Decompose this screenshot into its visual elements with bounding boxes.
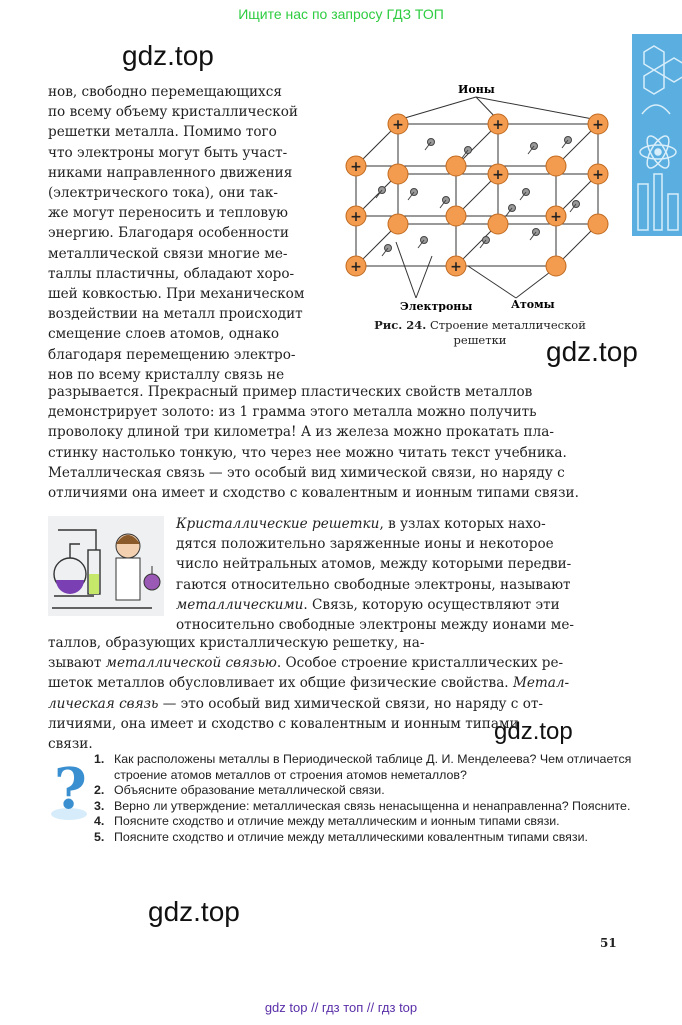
- chemist-illustration: [48, 516, 164, 616]
- question-number: 5.: [94, 829, 105, 844]
- paragraph-3: Кристаллические решетки, в узлах которых нахо- дятся положительно заряженные ионы и некоторое число нейтральных атомов, между которыми передви- гаются относительно свободные электроны, называют металлическими. Связь, которую осуществляют эти относительно свободные электроны между ионами ме-: [176, 516, 575, 634]
- questions-list: [94, 752, 634, 846]
- text-line: решетки металла. Помимо того: [48, 124, 277, 141]
- text-line: стинку настолько тонкую, что через нее можно читать текст учебника.: [48, 444, 567, 461]
- question-number: 2.: [94, 783, 105, 798]
- text-line: что электроны могут быть участ-: [48, 144, 288, 161]
- question-item: [94, 814, 634, 830]
- watermark: gdz.top: [122, 40, 214, 71]
- question-item: [94, 830, 634, 846]
- watermark: gdz.top: [494, 718, 573, 745]
- text-line: воздействии на металл происходит: [48, 306, 303, 323]
- text-line: благодаря перемещению электро-: [48, 346, 296, 363]
- atom: [388, 164, 408, 184]
- top-banner[interactable]: Ищите нас по запросу ГДЗ ТОП: [238, 6, 444, 22]
- plus-sign: +: [592, 167, 604, 183]
- text-line: по всему объему кристаллической: [48, 104, 298, 121]
- watermark: gdz.top: [148, 896, 240, 927]
- text-line: же могут переносить и тепловую: [48, 205, 288, 222]
- text-line: Металлическая связь — это особый вид химической связи, но наряду с: [48, 464, 565, 481]
- text-line: демонстрирует золото: из 1 грамма этого металла можно получить: [48, 404, 537, 421]
- figure-caption: [348, 318, 612, 348]
- label-atoms: Атомы: [511, 298, 555, 311]
- caption-prefix: Рис. 24.: [374, 318, 427, 332]
- page-number: 51: [600, 936, 617, 950]
- question-item: [94, 783, 634, 799]
- question-text: Как расположены металлы в Периодической таблице Д. И. Менделеева? Чем отличается строение атомов металлов от строения атомов неметаллов?: [114, 752, 632, 782]
- plus-sign: +: [392, 117, 404, 133]
- label-ions: Ионы: [458, 83, 495, 96]
- text-line: нов, свободно перемещающихся: [48, 84, 282, 100]
- question-number: 3.: [94, 798, 105, 813]
- question-item: [94, 799, 634, 815]
- science-icons-decoration: [632, 34, 682, 236]
- text-line: таллы пластичны, обладают хоро-: [48, 265, 295, 282]
- electrons-layer: [376, 137, 580, 257]
- plus-sign: +: [350, 159, 362, 175]
- question-number: 4.: [94, 814, 105, 829]
- plus-sign: +: [592, 117, 604, 133]
- text-line: проволоку длиной три километра! А из железа можно прокатать пла-: [48, 424, 554, 441]
- paragraph-2: [48, 382, 616, 503]
- text-line: металлической связи многие ме-: [48, 245, 288, 262]
- plus-sign: +: [350, 259, 362, 275]
- question-text: Поясните сходство и отличие между металлическим и ионным типами связи.: [114, 814, 560, 829]
- term-metallic-bond: металлической связью: [105, 655, 277, 672]
- text-line: отличиями она имеет и сходство с ковалентным и ионным типами связи.: [48, 485, 579, 502]
- chapter-side-tab: [632, 34, 682, 236]
- label-electrons: Электроны: [400, 300, 473, 312]
- bottom-links[interactable]: gdz top // гдз топ // гдз top: [264, 1000, 418, 1015]
- question-text: Поясните сходство и отличие между металлическими ковалентным типами связи.: [114, 829, 588, 844]
- caption-text: Строение металлической решетки: [429, 318, 586, 347]
- atom: [488, 214, 508, 234]
- atom: [546, 256, 566, 276]
- plus-sign: +: [450, 259, 462, 275]
- plus-sign: +: [492, 117, 504, 133]
- atom: [446, 156, 466, 176]
- text-line: (электрического тока), они так-: [48, 185, 278, 202]
- paragraph-4: таллов, образующих кристаллическую решетку, на- зывают металлической связью. Особое строение кристаллических ре- шеток металлов обусловливает их общие физические свойства. Метал- лическая связь — это особый вид химической связи, но наряду с от- личиями, она имеет и сходство с ковалентным и ионным типами связи.: [48, 635, 570, 753]
- text-line: шей ковкостью. При механическом: [48, 286, 305, 303]
- atom: [446, 206, 466, 226]
- question-text: Верно ли утверждение: металлическая связь ненасыщенна и ненаправленна? Поясните.: [114, 798, 631, 813]
- question-mark-icon: [48, 752, 90, 822]
- text-line: энергию. Благодаря особенности: [48, 225, 289, 242]
- atom: [388, 214, 408, 234]
- atom: [588, 214, 608, 234]
- term-crystal-lattices: Кристаллические решетки: [176, 516, 380, 532]
- term-metallic: металлическими: [176, 596, 304, 613]
- text-line: никами направленного движения: [48, 164, 293, 181]
- text-line: разрывается. Прекрасный пример пластических свойств металлов: [48, 384, 533, 400]
- svg-text:?: ?: [54, 756, 87, 822]
- text-line: смещение слоев атомов, однако: [48, 326, 280, 343]
- watermark: gdz.top: [546, 336, 638, 367]
- text-line: нов по всему кристаллу связь не: [48, 366, 285, 383]
- paragraph-1: [48, 82, 326, 385]
- atom: [546, 156, 566, 176]
- plus-sign: +: [492, 167, 504, 183]
- question-number: 1.: [94, 752, 105, 766]
- plus-sign: +: [550, 209, 562, 225]
- plus-sign: +: [350, 209, 362, 225]
- question-text: Объясните образование металлической связи.: [114, 783, 385, 798]
- question-item: [94, 752, 634, 783]
- metal-lattice-figure: [336, 80, 626, 312]
